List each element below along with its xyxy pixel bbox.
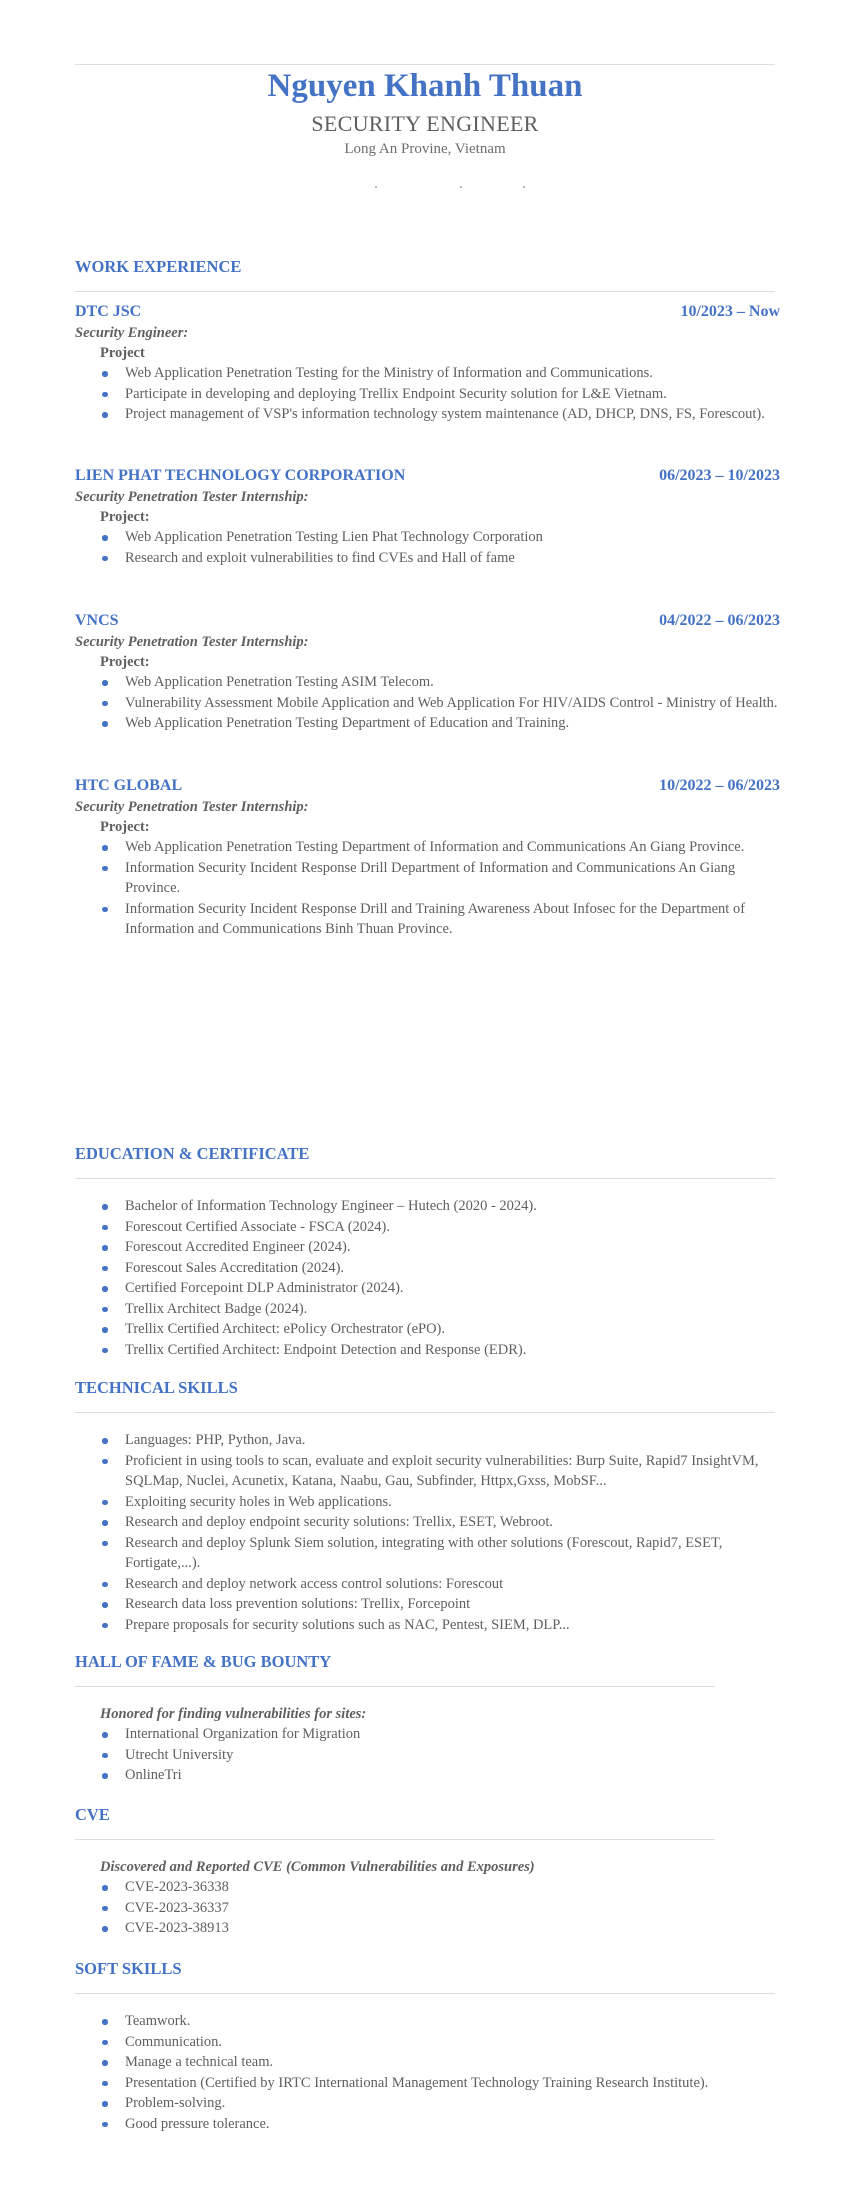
company-name: HTC GLOBAL (75, 777, 183, 794)
section-title-hall-of-fame: HALL OF FAME & BUG BOUNTY (75, 1652, 332, 1671)
location: Long An Provine, Vietnam (344, 141, 506, 157)
list-item: Participate in developing and deploying Trellix Endpoint Security solution for L&E Vietnam. (75, 384, 780, 405)
list-item: Research data loss prevention solutions: Trellix, Forcepoint (75, 1594, 780, 1615)
project-label: Project: (100, 654, 150, 670)
list-item: CVE-2023-38913 (75, 1918, 780, 1939)
section-divider (75, 1178, 775, 1179)
job-date: 10/2022 – 06/2023 (659, 777, 780, 794)
job-dtc (75, 302, 780, 425)
project-label: Project (100, 345, 145, 361)
job-title: SECURITY ENGINEER (311, 111, 539, 136)
section-divider (75, 1839, 715, 1840)
section-divider (75, 1686, 715, 1687)
list-item: Forescout Certified Associate - FSCA (2024). (75, 1217, 780, 1238)
list-item: Forescout Sales Accreditation (2024). (75, 1258, 780, 1279)
section-divider (75, 1412, 775, 1413)
project-label: Project: (100, 509, 150, 525)
company-name: LIEN PHAT TECHNOLOGY CORPORATION (75, 467, 406, 484)
list-item: Web Application Penetration Testing for the Ministry of Information and Communications. (75, 363, 780, 384)
list-item: OnlineTri (75, 1765, 780, 1786)
list-item: Exploiting security holes in Web applications. (75, 1492, 780, 1513)
list-item: Trellix Certified Architect: Endpoint Detection and Response (EDR). (75, 1340, 780, 1361)
list-item: CVE-2023-36337 (75, 1898, 780, 1919)
section-divider (75, 291, 775, 292)
section-title-education: EDUCATION & CERTIFICATE (75, 1144, 310, 1163)
section-divider (75, 1993, 775, 1994)
list-item: Information Security Incident Response Drill and Training Awareness About Infosec for the Department of Information and Communications Binh Thuan Province. (75, 899, 780, 940)
list-item: Research and deploy Splunk Siem solution, integrating with other solutions (Forescout, Rapid7, ESET, Fortigate,...). (75, 1533, 780, 1574)
list-item: Information Security Incident Response Drill Department of Information and Communications An Giang Province. (75, 858, 780, 899)
list-item: Research and deploy endpoint security solutions: Trellix, ESET, Webroot. (75, 1512, 780, 1533)
company-name: VNCS (75, 612, 119, 629)
section-title-work: WORK EXPERIENCE (75, 257, 242, 276)
soft-skills-list (75, 2011, 780, 2134)
list-item: Web Application Penetration Testing ASIM Telecom. (75, 672, 780, 693)
list-item: CVE-2023-36338 (75, 1877, 780, 1898)
list-item: Vulnerability Assessment Mobile Application and Web Application For HIV/AIDS Control - Ministry of Health. (75, 693, 780, 714)
hall-of-fame-intro: Honored for finding vulnerabilities for sites: (100, 1706, 367, 1722)
job-date: 10/2023 – Now (680, 303, 780, 320)
list-item: Presentation (Certified by IRTC International Management Technology Training Research Institute). (75, 2073, 780, 2094)
job-lien-phat (75, 466, 780, 568)
list-item: Trellix Certified Architect: ePolicy Orchestrator (ePO). (75, 1319, 780, 1340)
job-htc-global (75, 776, 780, 940)
technical-skills-list (75, 1430, 780, 1635)
candidate-name: Nguyen Khanh Thuan (267, 68, 583, 104)
job-date: 06/2023 – 10/2023 (659, 467, 780, 484)
list-item: Problem-solving. (75, 2093, 780, 2114)
cve-block (75, 1857, 780, 1939)
job-role: Security Engineer: (75, 325, 189, 341)
list-item: International Organization for Migration (75, 1724, 780, 1745)
hall-of-fame-block (75, 1704, 780, 1786)
company-name: DTC JSC (75, 303, 142, 320)
list-item: Research and exploit vulnerabilities to find CVEs and Hall of fame (75, 548, 780, 569)
list-item: Teamwork. (75, 2011, 780, 2032)
job-role: Security Penetration Tester Internship: (75, 489, 309, 505)
list-item: Certified Forcepoint DLP Administrator (2024). (75, 1278, 780, 1299)
cve-intro: Discovered and Reported CVE (Common Vulnerabilities and Exposures) (100, 1859, 535, 1875)
top-divider (75, 64, 775, 65)
list-item: Web Application Penetration Testing Lien Phat Technology Corporation (75, 527, 780, 548)
list-item: Prepare proposals for security solutions such as NAC, Pentest, SIEM, DLP... (75, 1615, 780, 1636)
section-title-cve: CVE (75, 1805, 110, 1824)
job-date: 04/2022 – 06/2023 (659, 612, 780, 629)
job-duties (75, 837, 780, 940)
section-title-technical-skills: TECHNICAL SKILLS (75, 1378, 238, 1397)
job-duties (75, 527, 780, 568)
list-item: Manage a technical team. (75, 2052, 780, 2073)
list-item: Languages: PHP, Python, Java. (75, 1430, 780, 1451)
job-role: Security Penetration Tester Internship: (75, 634, 309, 650)
job-duties (75, 672, 780, 734)
list-item: Communication. (75, 2032, 780, 2053)
list-item: Project management of VSP's information technology system maintenance (AD, DHCP, DNS, FS, Forescout). (75, 404, 780, 425)
list-item: Research and deploy network access control solutions: Forescout (75, 1574, 780, 1595)
job-vncs (75, 611, 780, 734)
list-item: Utrecht University (75, 1745, 780, 1766)
list-item: Proficient in using tools to scan, evaluate and exploit security vulnerabilities: Burp Suite, Rapid7 InsightVM, SQLMap, Nuclei, Acunetix, Katana, Naabu, Gau, Subfinder, Httpx,Gxss, MobSF... (75, 1451, 780, 1492)
project-label: Project: (100, 819, 150, 835)
job-role: Security Penetration Tester Internship: (75, 799, 309, 815)
list-item: Trellix Architect Badge (2024). (75, 1299, 780, 1320)
contact-line-faint (330, 186, 630, 192)
list-item: Good pressure tolerance. (75, 2114, 780, 2135)
job-duties (75, 363, 780, 425)
list-item: Bachelor of Information Technology Engineer – Hutech (2020 - 2024). (75, 1196, 780, 1217)
education-list (75, 1196, 780, 1360)
list-item: Forescout Accredited Engineer (2024). (75, 1237, 780, 1258)
list-item: Web Application Penetration Testing Department of Information and Communications An Giang Province. (75, 837, 780, 858)
section-title-soft-skills: SOFT SKILLS (75, 1959, 182, 1978)
list-item: Web Application Penetration Testing Department of Education and Training. (75, 713, 780, 734)
